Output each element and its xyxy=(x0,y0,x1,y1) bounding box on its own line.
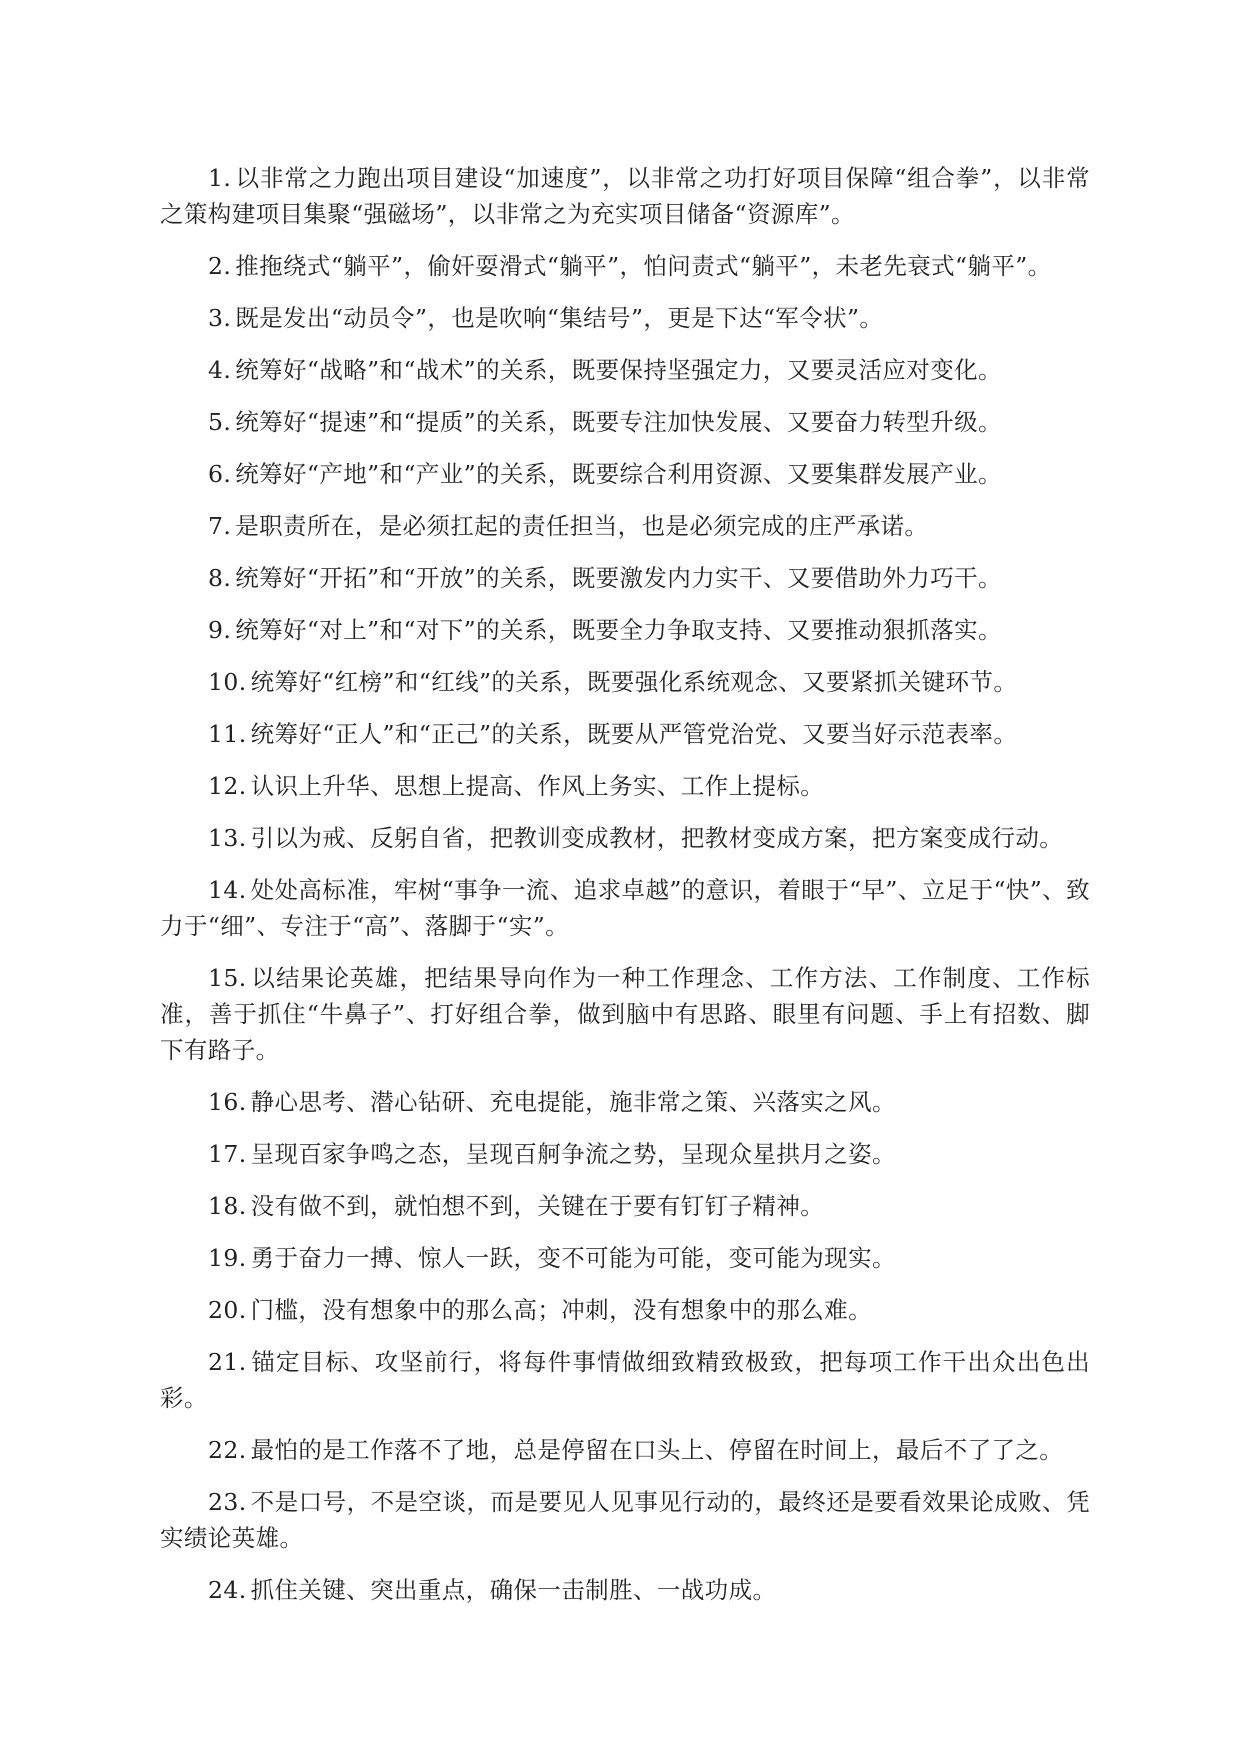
item-text: 门槛，没有想象中的那么高；冲刺，没有想象中的那么难。 xyxy=(250,1296,872,1324)
item-text: 统筹好“提速”和“提质”的关系，既要专注加快发展、又要奋力转型升级。 xyxy=(235,408,1002,436)
item-text: 是职责所在，是必须扛起的责任担当，也是必须完成的庄严承诺。 xyxy=(235,512,929,540)
list-item xyxy=(160,1292,1090,1328)
item-number: 7. xyxy=(208,512,232,540)
list-item xyxy=(160,768,1090,804)
item-text: 认识上升华、思想上提高、作风上务实、工作上提标。 xyxy=(250,772,825,800)
list-item xyxy=(160,1432,1090,1468)
item-text: 统筹好“产地”和“产业”的关系，既要综合利用资源、又要集群发展产业。 xyxy=(235,460,1002,488)
item-number: 8. xyxy=(208,564,232,592)
item-number: 18. xyxy=(208,1192,247,1220)
item-text: 既是发出“动员令”，也是吹响“集结号”，更是下达“军令状”。 xyxy=(235,304,884,332)
list-item xyxy=(160,560,1090,596)
item-number: 15. xyxy=(208,964,247,992)
item-number: 1. xyxy=(208,164,232,192)
item-text: 统筹好“战略”和“战术”的关系，既要保持坚强定力，又要灵活应对变化。 xyxy=(235,356,1002,384)
item-number: 14. xyxy=(208,876,247,904)
list-item xyxy=(160,160,1090,232)
item-number: 21. xyxy=(208,1348,247,1376)
item-number: 4. xyxy=(208,356,232,384)
item-number: 13. xyxy=(208,824,247,852)
list-item xyxy=(160,1240,1090,1276)
item-text: 统筹好“开拓”和“开放”的关系，既要激发内力实干、又要借助外力巧干。 xyxy=(235,564,1002,592)
list-item xyxy=(160,1188,1090,1224)
item-number: 24. xyxy=(208,1576,247,1604)
list-item xyxy=(160,872,1090,944)
item-number: 9. xyxy=(208,616,232,644)
list-item xyxy=(160,300,1090,336)
list-item xyxy=(160,404,1090,440)
item-text: 引以为戒、反躬自省，把教训变成教材，把教材变成方案，把方案变成行动。 xyxy=(250,824,1064,852)
item-number: 11. xyxy=(208,720,247,748)
list-item xyxy=(160,664,1090,700)
list-item xyxy=(160,716,1090,752)
item-number: 6. xyxy=(208,460,232,488)
item-text: 静心思考、潜心钻研、充电提能，施非常之策、兴落实之风。 xyxy=(250,1088,896,1116)
item-number: 16. xyxy=(208,1088,247,1116)
item-number: 20. xyxy=(208,1296,247,1324)
item-text: 统筹好“对上”和“对下”的关系，既要全力争取支持、又要推动狠抓落实。 xyxy=(235,616,1002,644)
item-text: 呈现百家争鸣之态，呈现百舸争流之势，呈现众星拱月之姿。 xyxy=(250,1140,896,1168)
item-text: 锚定目标、攻坚前行，将每件事情做细致精致极致，把每项工作干出众出色出彩。 xyxy=(160,1348,1090,1412)
item-text: 统筹好“红榜”和“红线”的关系，既要强化系统观念、又要紧抓关键环节。 xyxy=(250,668,1018,696)
list-item xyxy=(160,1136,1090,1172)
item-text: 以结果论英雄，把结果导向作为一种工作理念、工作方法、工作制度、工作标准，善于抓住“牛鼻子”、打好组合拳，做到脑中有思路、眼里有问题、手上有招数、脚下有路子。 xyxy=(160,964,1090,1064)
list-item xyxy=(160,1484,1090,1556)
item-text: 抓住关键、突出重点，确保一击制胜、一战功成。 xyxy=(250,1576,777,1604)
list-item xyxy=(160,248,1090,284)
item-text: 勇于奋力一搏、惊人一跃，变不可能为可能，变可能为现实。 xyxy=(250,1244,896,1272)
list-item xyxy=(160,820,1090,856)
list-item xyxy=(160,1572,1090,1608)
item-number: 19. xyxy=(208,1244,247,1272)
list-item xyxy=(160,456,1090,492)
item-text: 统筹好“正人”和“正己”的关系，既要从严管党治党、又要当好示范表率。 xyxy=(250,720,1018,748)
item-number: 3. xyxy=(208,304,232,332)
document-body xyxy=(160,160,1090,1624)
item-text: 最怕的是工作落不了地，总是停留在口头上、停留在时间上，最后不了了之。 xyxy=(250,1436,1064,1464)
list-item xyxy=(160,1084,1090,1120)
item-text: 处处高标准，牢树“事争一流、追求卓越”的意识，着眼于“早”、立足于“快”、致力于“细”、专注于“高”、落脚于“实”。 xyxy=(160,876,1090,940)
list-item xyxy=(160,1344,1090,1416)
item-number: 12. xyxy=(208,772,247,800)
item-text: 没有做不到，就怕想不到，关键在于要有钉钉子精神。 xyxy=(250,1192,825,1220)
list-item xyxy=(160,352,1090,388)
item-text: 以非常之力跑出项目建设“加速度”，以非常之功打好项目保障“组合拳”，以非常之策构建项目集聚“强磁场”，以非常之为充实项目储备“资源库”。 xyxy=(160,164,1090,228)
item-text: 不是口号，不是空谈，而是要见人见事见行动的，最终还是要看效果论成败、凭实绩论英雄。 xyxy=(160,1488,1090,1552)
list-item xyxy=(160,612,1090,648)
item-number: 23. xyxy=(208,1488,247,1516)
item-number: 22. xyxy=(208,1436,247,1464)
item-number: 2. xyxy=(208,252,232,280)
item-number: 17. xyxy=(208,1140,247,1168)
item-number: 10. xyxy=(208,668,247,696)
item-number: 5. xyxy=(208,408,232,436)
item-text: 推拖绕式“躺平”，偷奸耍滑式“躺平”，怕问责式“躺平”，未老先衰式“躺平”。 xyxy=(235,252,1052,280)
list-item xyxy=(160,508,1090,544)
list-item xyxy=(160,960,1090,1068)
